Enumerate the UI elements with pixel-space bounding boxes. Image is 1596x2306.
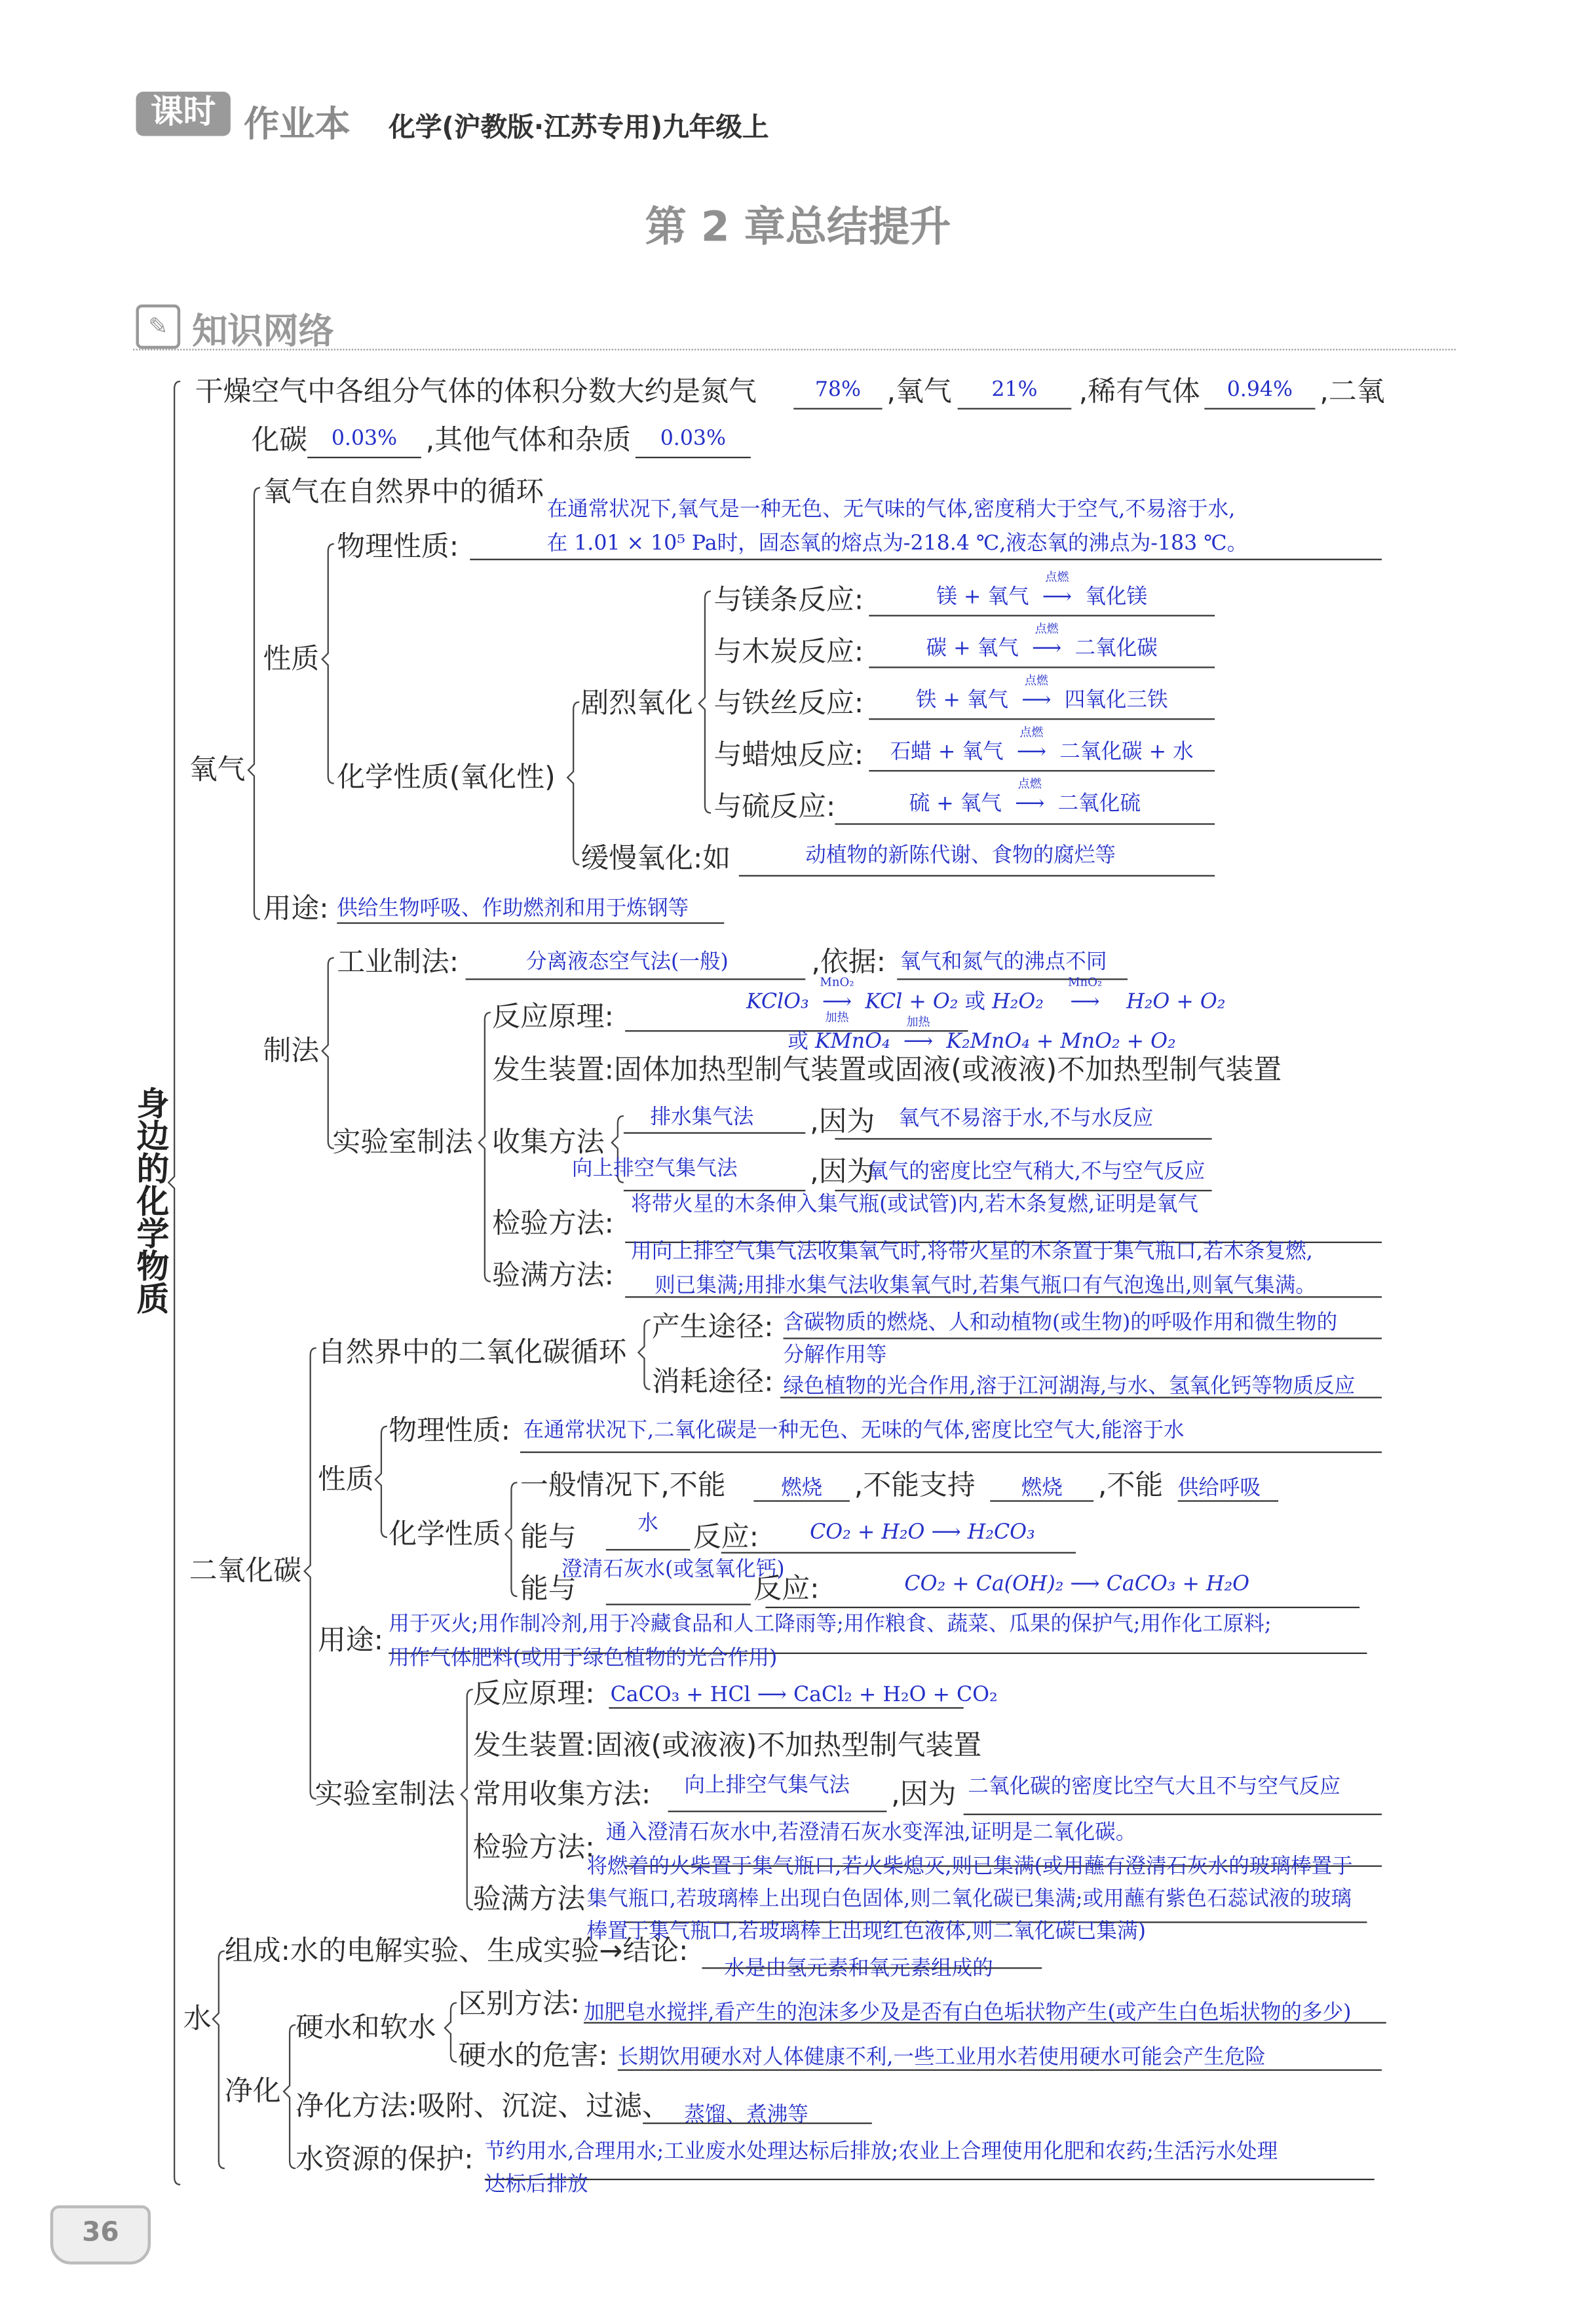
arrow-icon: 加热 ⟶ [893,1029,943,1056]
blank-line [783,1337,1382,1339]
air-text: 化碳 [251,424,308,457]
blank-line [835,823,1215,824]
label: 反应原理: [492,1001,614,1033]
answer: 达标后排放 [484,2172,588,2197]
arrow-icon: 点燃 ⟶ [1006,739,1057,766]
brace [284,2025,295,2168]
air-text: ,稀有气体 [1078,375,1200,408]
label: 剧烈氧化 [580,687,693,720]
label: ,因为 [810,1105,875,1138]
answer: 燃烧 [1021,1476,1063,1501]
label: 缓慢氧化:如 [580,842,731,875]
answer: 二氧化碳的密度比空气大且不与空气反应 [968,1775,1340,1799]
arrow-icon: 点燃 ⟶ [1012,687,1062,714]
answer-other: 0.03% [660,427,727,451]
answer: 向上排空气集气法 [571,1157,738,1182]
label: 验满方法: [492,1259,614,1292]
reaction-equation: KClO₃ MnO₂ 加热 ⟶KCl + O₂ 或 H₂O₂ MnO₂ ⟶H₂O + O₂ [746,989,1225,1016]
blank-line [780,1397,1382,1398]
brace [248,488,260,919]
blank-line [958,408,1072,410]
answer: 水 [637,1512,658,1536]
label: 硬水和软水 [295,2011,436,2045]
label: 一般情况下,不能 [520,1469,726,1502]
label: 常用收集方法: [472,1778,651,1811]
blank-line [753,1500,850,1501]
label: 制法 [263,1034,320,1067]
label: 水资源的保护: [295,2143,474,2176]
blank-line [1178,1500,1278,1501]
blank-line [618,2069,1382,2071]
brace [322,544,334,783]
label: 硬水的危害: [458,2039,608,2073]
label: 实验室制法 [314,1778,455,1811]
answer: 通入澄清石灰水中,若澄清石灰水变浑浊,证明是二氧化碳。 [605,1820,1137,1845]
blank-line [625,1296,1382,1297]
label: 能与 [520,1572,577,1605]
air-text: 干燥空气中各组分气体的体积分数大约是氮气 [195,375,757,408]
answer: 向上排空气集气法 [684,1773,850,1797]
blank-line [721,1552,1076,1553]
answer: 将带火星的木条伸入集气瓶(或试管)内,若木条复燃,证明是氧气 [631,1193,1198,1217]
brace [567,702,579,864]
label: 物理性质: [389,1414,511,1448]
book-name: 作业本 [244,103,351,145]
blank-line [1204,408,1315,410]
blank-line [990,1500,1093,1501]
label: 反应: [753,1572,820,1605]
air-text: ,氧气 [886,375,952,408]
blank-line [869,615,1215,616]
blank-line [466,978,806,980]
arrow-icon: 点燃 ⟶ [1004,791,1055,818]
blank-line [609,1707,963,1708]
label: 自然界中的二氧化碳循环 [317,1336,627,1369]
answer: 分离液态空气法(一般) [525,950,729,974]
blank-line [624,1132,805,1134]
answer: 水是由氢元素和氧元素组成的 [724,1957,993,1981]
label: 发生装置:固液(或液液)不加热型制气装置 [472,1729,982,1762]
answer: 长期饮用硬水对人体健康不利,一些工业用水若使用硬水可能会产生危险 [617,2045,1266,2069]
root-topic: 身边的化学物质 [131,1086,169,1315]
label: 检验方法: [472,1831,595,1864]
label: 与镁条反应: [713,583,864,617]
answer: 将燃着的火柴置于集气瓶口,若火柴熄灭,则已集满(或用蘸有澄清石灰水的玻璃棒置于 [586,1854,1353,1879]
answer: 在通常状况下,氧气是一种无色、无气味的气体,密度稍大于空气,不易溶于水, [546,498,1236,522]
label: ,不能 [1097,1469,1164,1502]
blank-line [470,559,1382,560]
label: 实验室制法 [332,1126,473,1159]
answer: 氧气不易溶于水,不与水反应 [898,1107,1154,1131]
label: 与木炭反应: [713,635,864,668]
label: ,因为 [810,1155,875,1189]
brace [505,1482,517,1596]
arrow-icon: MnO₂ ⟶ [1046,989,1123,1016]
brace [322,958,334,1149]
answer: 氧气的密度比空气稍大,不与空气反应 [867,1160,1206,1184]
answer: 排水集气法 [650,1105,754,1130]
book-subtitle: 化学(沪教版·江苏专用)九年级上 [389,112,769,144]
answer: 在通常状况下,二氧化碳是一种无色、无味的气体,密度比空气大,能溶于水 [523,1419,1185,1443]
brace [638,1320,650,1389]
answer-rare: 0.94% [1226,378,1293,402]
label: 产生途径: [651,1311,774,1344]
reaction-equation: 镁 + 氧气 点燃 ⟶氧化镁 [869,584,1215,611]
answer: 绿色植物的光合作用,溶于江河湖海,与水、氢氧化钙等物质反应 [783,1374,1356,1398]
answer: 澄清石灰水(或氢氧化钙) [561,1558,785,1582]
brace [461,1689,473,1910]
label: 能与 [520,1521,577,1554]
label: 收集方法 [492,1126,605,1159]
answer: 蒸馏、煮沸等 [684,2103,808,2127]
blank-line [485,2179,1375,2180]
reaction-equation: 碳 + 氧气 点燃 ⟶二氧化碳 [869,636,1215,663]
answer: 用向上排空气集气法收集氧气时,将带火星的木条置于集气瓶口,若木条复燃, [631,1240,1313,1264]
answer: 燃烧 [781,1476,823,1501]
arrow-icon: MnO₂ 加热 ⟶ [812,989,862,1016]
label: 物理性质: [337,530,459,564]
blank-line [668,1811,887,1812]
reaction-equation: CaCO₃ + HCl ⟶ CaCl₂ + H₂O + CO₂ [610,1683,998,1708]
label: 检验方法: [492,1207,614,1240]
reaction-equation: 铁 + 氧气 点燃 ⟶四氧化三铁 [869,687,1215,714]
label: 化学性质(氧化性) [337,761,556,794]
blank-line [869,666,1215,668]
label: 用途: [263,893,329,926]
label: 净化方法:吸附、沉淀、过滤、 [295,2090,670,2123]
label: 化学性质 [389,1518,501,1551]
co2-label: 二氧化碳 [189,1554,302,1588]
blank-line [793,408,882,410]
oxygen-cycle: 氧气在自然界中的循环 [263,476,544,509]
label: 工业制法: [337,946,459,979]
answer-o2: 21% [991,378,1038,402]
label: 净化 [224,2075,281,2108]
blank-line [307,457,421,458]
air-text: ,二氧 [1320,375,1385,408]
oxygen-label: 氧气 [189,754,246,786]
logo: 课时 [136,92,231,136]
answer: 集气瓶口,若玻璃棒上出现白色固体,则二氧化碳已集满;或用蘸有紫色石蕊试液的玻璃 [586,1887,1352,1912]
answer: 加肥皂水搅拌,看产生的泡沫多少及是否有白色垢状物产生(或产生白色垢状物的多少) [583,2001,1352,2026]
page-number: 36 [50,2205,151,2264]
label: ,依据: [811,946,886,979]
answer-n2: 78% [814,378,862,402]
blank-line [606,1549,691,1550]
arrow-icon: 点燃 ⟶ [1032,584,1082,611]
blank-line [702,1967,1042,1969]
blank-line [643,2123,872,2124]
brace [305,1348,316,1799]
answer: 分解作用等 [783,1343,887,1368]
arrow-icon: 点燃 ⟶ [1021,636,1072,663]
answer: 供给呼吸 [1177,1476,1261,1501]
blank-line [869,718,1215,720]
reaction-equation: 或 KMnO₄ 加热 ⟶K₂MnO₄ + MnO₂ + O₂ [788,1029,1175,1056]
label: 反应: [693,1521,759,1554]
water-label: 水 [183,2003,212,2035]
label: 与铁丝反应: [713,687,864,720]
answer-co2: 0.03% [331,427,398,451]
answer: 供给生物呼吸、作助燃剂和用于炼钢等 [337,897,689,921]
answer: 动植物的新陈代谢、食物的腐烂等 [805,843,1116,868]
section-heading: 知识网络 [192,310,334,352]
brace [445,2003,457,2062]
page-title: 第 2 章总结提升 [645,202,951,252]
label: ,不能支持 [854,1469,976,1502]
blank-line [606,1604,751,1605]
label: 与硫反应: [713,790,836,824]
label: 验满方法 [472,1883,586,1916]
section-divider [133,349,1456,350]
reaction-equation: 硫 + 氧气 点燃 ⟶二氧化硫 [835,791,1215,818]
label: ,因为 [891,1778,957,1811]
brace [213,1951,225,2168]
blank-line [765,1607,1359,1608]
blank-line [739,875,1215,876]
label: 组成:水的电解实验、生成实验→结论: [224,1934,689,1968]
answer: 则已集满;用排水集气法收集氧气时,若集气瓶口有气泡逸出,则氧气集满。 [655,1274,1316,1298]
pencil-icon: ✎ [136,305,181,349]
blank-line [636,457,751,458]
air-text: ,其他气体和杂质 [425,424,632,457]
label: 发生装置:固体加热型制气装置或固液(或液液)不加热型制气装置 [492,1054,1282,1086]
blank-line [835,1138,1211,1140]
reaction-equation: CO₂ + Ca(OH)₂ ⟶ CaCO₃ + H₂O [904,1572,1250,1597]
label: 用途: [317,1624,384,1657]
brace [168,381,180,2185]
label: 反应原理: [472,1678,595,1710]
answer: 用作气体肥料(或用于绿色植物的光合作用) [389,1646,778,1670]
blank-line [869,770,1215,771]
brace [479,1012,491,1282]
label: 性质 [317,1463,374,1496]
reaction-equation: 石蜡 + 氧气 点燃 ⟶二氧化碳 + 水 [869,739,1215,766]
blank-line [584,2022,1386,2024]
blank-line [337,922,724,923]
answer: 氧气和氮气的沸点不同 [900,950,1107,974]
blank-line [964,1814,1382,1815]
answer: 节约用水,合理用水;工业废水处理达标后排放;农业上合理使用化肥和农药;生活污水处理 [484,2140,1278,2164]
blank-line [520,1451,1382,1453]
answer: 含碳物质的燃烧、人和动植物(或生物)的呼吸作用和微生物的 [783,1311,1338,1335]
answer: 在 1.01 × 10⁵ Pa时，固态氧的熔点为-218.4 ℃,液态氧的沸点为-183 ℃。 [546,532,1248,556]
answer: 用于灭火;用作制冷剂,用于冷藏食品和人工降雨等;用作粮食、蔬菜、瓜果的保护气;用作化工原料; [389,1612,1272,1636]
oxygen-prop: 性质 [263,643,320,676]
label: 区别方法: [458,1988,580,2021]
answer: 棒置于集气瓶口,若玻璃棒上出现红色液体,则二氧化碳已集满) [586,1920,1146,1944]
brace [375,1427,387,1537]
label: 与蜡烛反应: [713,739,864,772]
label: 消耗途径: [651,1366,774,1398]
brace [699,591,711,813]
reaction-equation: CO₂ + H₂O ⟶ H₂CO₃ [810,1521,1035,1545]
